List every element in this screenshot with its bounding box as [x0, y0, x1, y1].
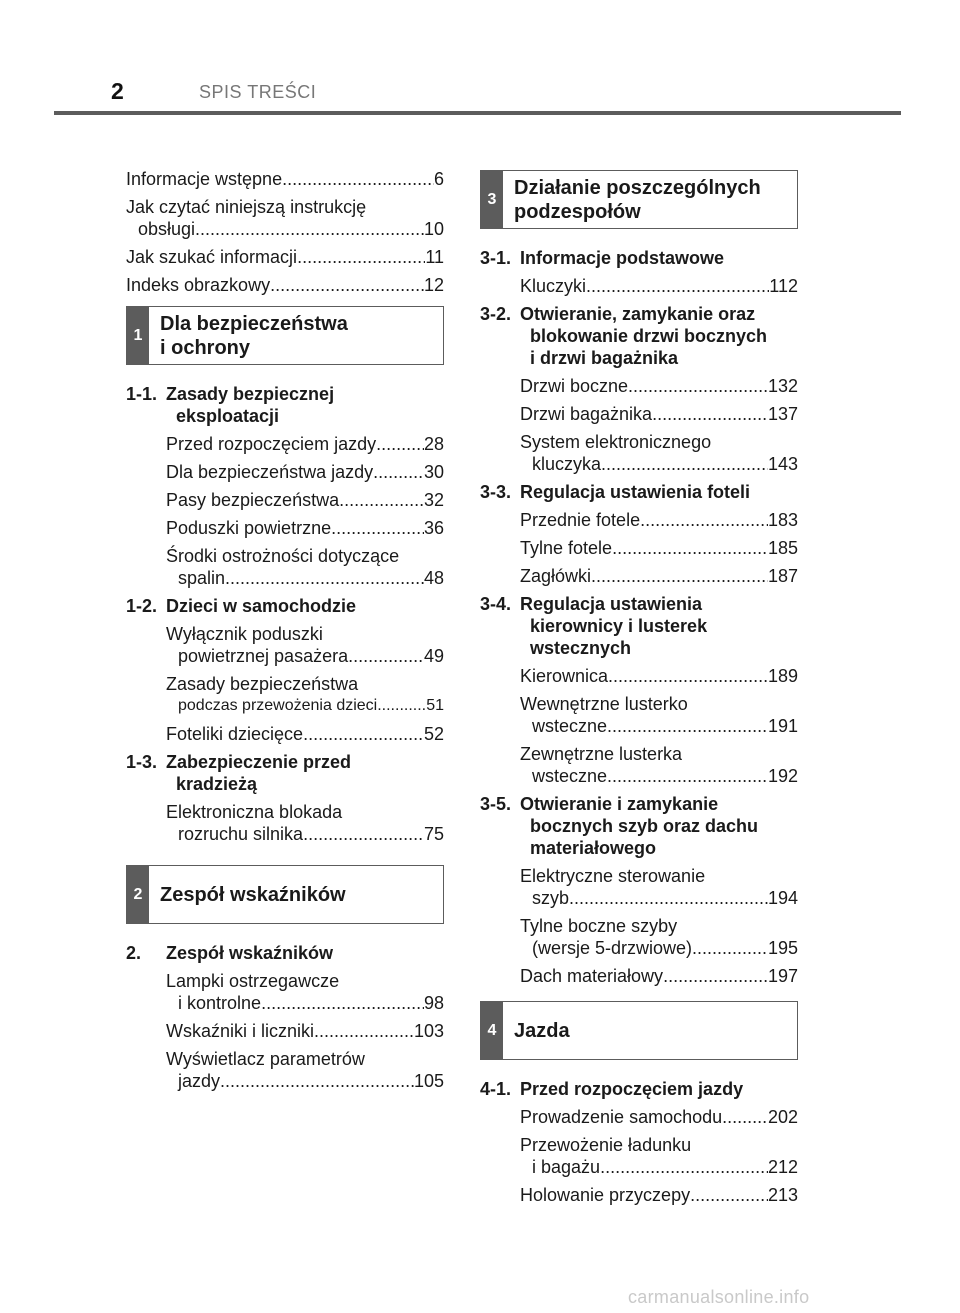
toc-right-column [480, 168, 798, 1212]
section-heading[interactable]: 3-1. Informacje podstawowe [480, 248, 725, 268]
toc-entry[interactable]: Pasy bezpieczeństwa ..... 32 [166, 489, 444, 511]
toc-entry[interactable]: Elektryczne sterowanie szyb ..... 194 [520, 865, 798, 909]
toc-entry[interactable]: System elektronicznego kluczyka ..... 143 [520, 431, 798, 475]
section-heading[interactable]: 2. Zespół wskaźników [126, 943, 334, 963]
toc-entry[interactable]: Zagłówki ..... 187 [520, 565, 798, 587]
chapter-title: Dla bezpieczeństwa i ochrony [160, 312, 348, 359]
toc-entry[interactable]: Wskaźniki i liczniki ..... 103 [166, 1020, 444, 1042]
section-heading[interactable]: 1-1. Zasady bezpiecznej eksploatacji [126, 384, 335, 426]
toc-entry[interactable]: Wyłącznik poduszki powietrznej pasażera ..... 49 [166, 623, 444, 667]
toc-entry[interactable]: Lampki ostrzegawcze i kontrolne ..... 98 [166, 970, 444, 1014]
watermark: carmanualsonline.info [628, 1287, 810, 1307]
section-heading[interactable]: 3-4. Regulacja ustawienia kierownicy i lusterek wstecznych [480, 594, 708, 658]
toc-entry[interactable]: Wewnętrzne lusterko wsteczne ..... 191 [520, 693, 798, 737]
toc-entry[interactable]: Elektroniczna blokada rozruchu silnika ..... 75 [166, 801, 444, 845]
toc-entry[interactable]: Foteliki dziecięce ..... 52 [166, 723, 444, 745]
section-heading[interactable]: 1-2. Dzieci w samochodzie [126, 596, 357, 616]
chapter-number: 3 [481, 171, 503, 228]
chapter-number: 2 [127, 866, 149, 923]
toc-entry[interactable]: Kierownica ..... 189 [520, 665, 798, 687]
section-heading[interactable]: 1-3. Zabezpieczenie przed kradzieżą [126, 752, 352, 794]
toc-entry[interactable]: Prowadzenie samochodu ..... 202 [520, 1106, 798, 1128]
chapter-title: Zespół wskaźników [160, 883, 346, 906]
toc-entry[interactable]: Drzwi bagażnika ..... 137 [520, 403, 798, 425]
chapter-box-3[interactable] [480, 170, 798, 229]
toc-entry[interactable]: Dach materiałowy ..... 197 [520, 965, 798, 987]
toc-entry[interactable]: Informacje wstępne ..... 6 [126, 168, 444, 190]
chapter-title: Działanie poszczególnych podzespołów [514, 176, 761, 223]
section-heading[interactable]: 3-2. Otwieranie, zamykanie oraz blokowanie drzwi bocznych i drzwi bagażnika [480, 304, 768, 368]
chapter-number: 4 [481, 1002, 503, 1059]
section-heading[interactable]: 3-3. Regulacja ustawienia foteli [480, 482, 751, 502]
toc-entry[interactable]: Zewnętrzne lusterka wsteczne ..... 192 [520, 743, 798, 787]
toc-entry[interactable]: Tylne fotele ..... 185 [520, 537, 798, 559]
toc-entry[interactable]: Jak szukać informacji ..... 11 [126, 246, 444, 268]
toc-entry[interactable]: Holowanie przyczepy ..... 213 [520, 1184, 798, 1206]
toc-left-column [126, 168, 444, 1098]
toc-entry[interactable]: Przed rozpoczęciem jazdy ..... 28 [166, 433, 444, 455]
chapter-number: 1 [127, 307, 149, 364]
toc-entry[interactable]: Indeks obrazkowy ..... 12 [126, 274, 444, 296]
toc-entry[interactable]: Dla bezpieczeństwa jazdy ..... 30 [166, 461, 444, 483]
toc-entry[interactable]: Wyświetlacz parametrów jazdy ..... 105 [166, 1048, 444, 1092]
page-number: 2 [111, 78, 124, 104]
toc-entry[interactable]: Przednie fotele ..... 183 [520, 509, 798, 531]
header-rule [54, 111, 901, 115]
toc-entry[interactable]: Środki ostrożności dotyczące spalin ..... 48 [166, 545, 444, 589]
toc-entry[interactable]: Tylne boczne szyby (wersje 5-drzwiowe) ..... 195 [520, 915, 798, 959]
section-heading[interactable]: 3-5. Otwieranie i zamykanie bocznych szyb oraz dachu materiałowego [480, 794, 759, 858]
section-heading[interactable]: 4-1. Przed rozpoczęciem jazdy [480, 1079, 744, 1099]
chapter-box-4[interactable] [480, 1001, 798, 1060]
toc-entry[interactable]: Przewożenie ładunku i bagażu ..... 212 [520, 1134, 798, 1178]
chapter-box-2[interactable] [126, 865, 444, 924]
chapter-box-1[interactable] [126, 306, 444, 365]
toc-entry[interactable]: Kluczyki ..... 112 [520, 275, 798, 297]
chapter-title: Jazda [514, 1019, 570, 1042]
toc-entry[interactable]: Jak czytać niniejszą instrukcję obsługi ..... 10 [126, 196, 444, 240]
page-title: SPIS TREŚCI [199, 82, 317, 102]
toc-entry[interactable]: Drzwi boczne ..... 132 [520, 375, 798, 397]
toc-entry[interactable]: Zasady bezpieczeństwa podczas przewożenia dzieci ..... 51 [166, 673, 444, 717]
toc-entry[interactable]: Poduszki powietrzne ..... 36 [166, 517, 444, 539]
